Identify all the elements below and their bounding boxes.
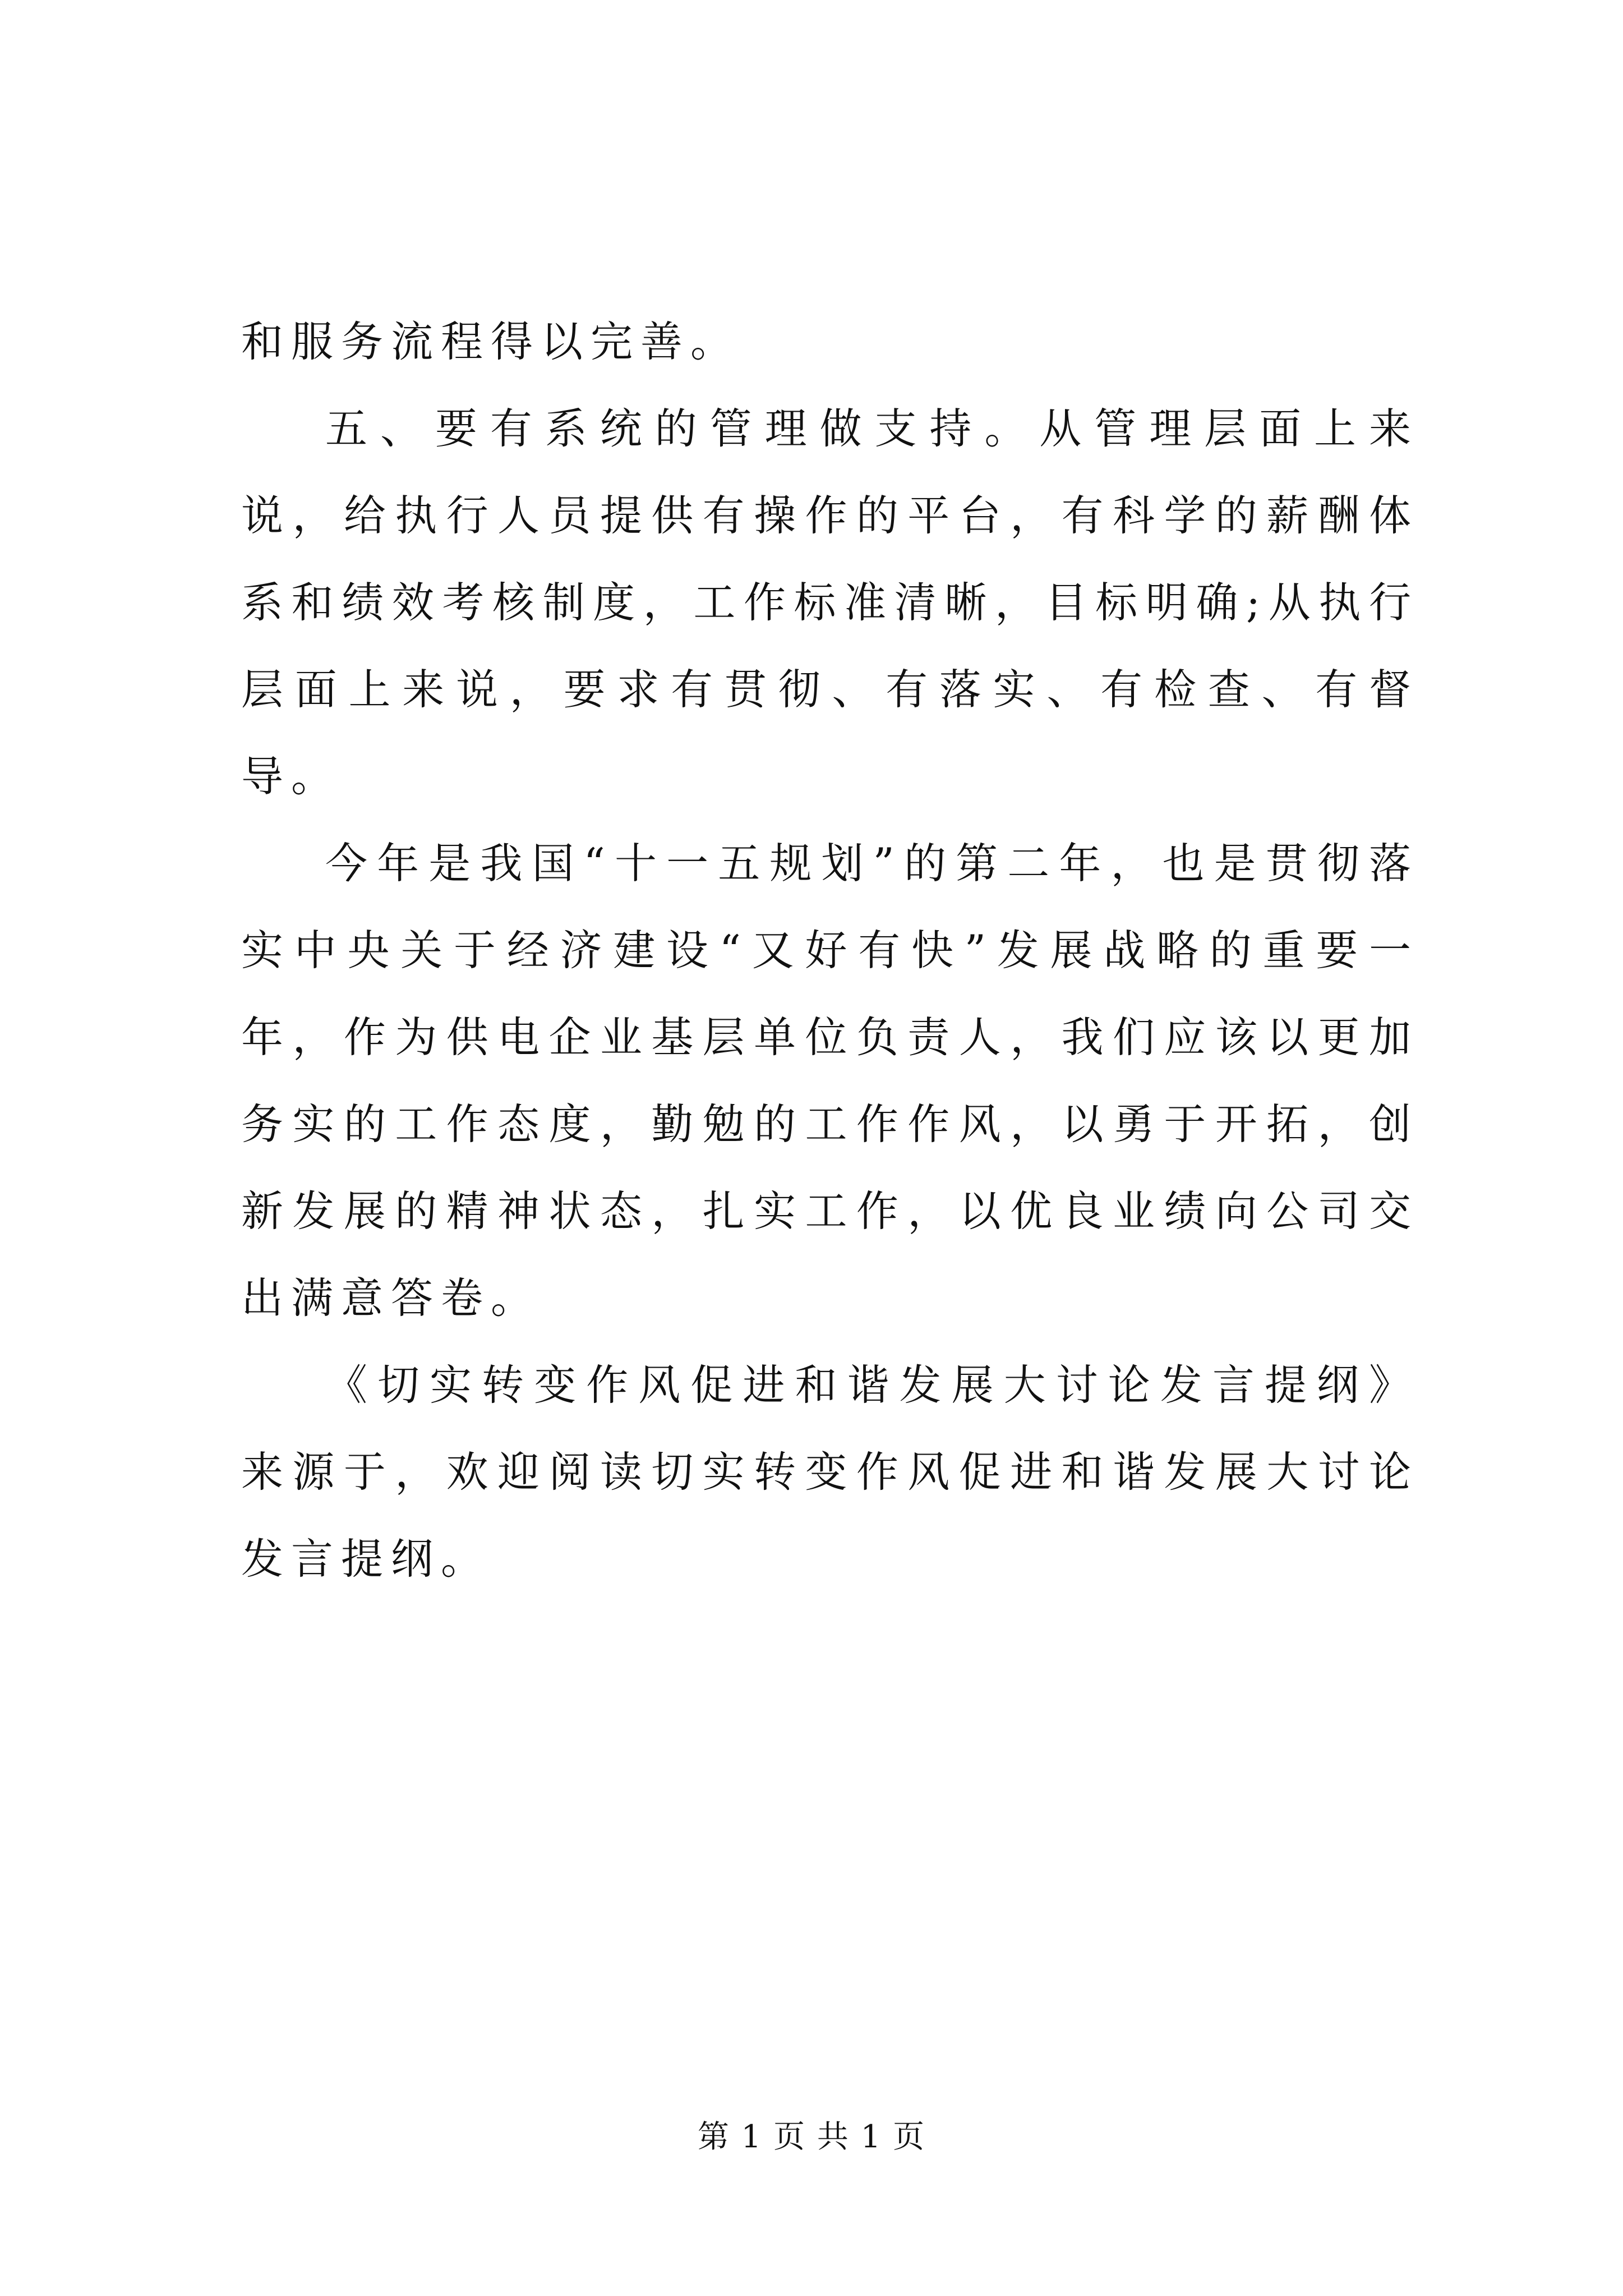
paragraph-management-support: 五、要有系统的管理做支持。从管理层面上来说，给执行人员提供有操作的平台，有科学的薪酬体系和绩效考核制度，工作标准清晰，目标明确;从执行层面上来说，要求有贯彻、有落实、有检查、有督导。 — [241, 404, 1419, 801]
page-number-footer: 第 1 页 共 1 页 — [697, 2119, 926, 2155]
document-body — [241, 298, 1419, 1603]
paragraph-source-note: 《切实转变作风促进和谐发展大讨论发言提纲》来源于，欢迎阅读切实转变作风促进和谐发展大讨论发言提纲。 — [241, 1360, 1419, 1584]
paragraph-annual-outlook: 今年是我国“十一五规划”的第二年，也是贯彻落实中央关于经济建设“又好有快”发展战略的重要一年，作为供电企业基层单位负责人，我们应该以更加务实的工作态度，勤勉的工作作风，以勇于开拓，创新发展的精神状态，扎实工作，以优良业绩向公司交出满意答卷。 — [241, 839, 1419, 1323]
paragraph-continuation: 和服务流程得以完善。 — [241, 317, 741, 366]
